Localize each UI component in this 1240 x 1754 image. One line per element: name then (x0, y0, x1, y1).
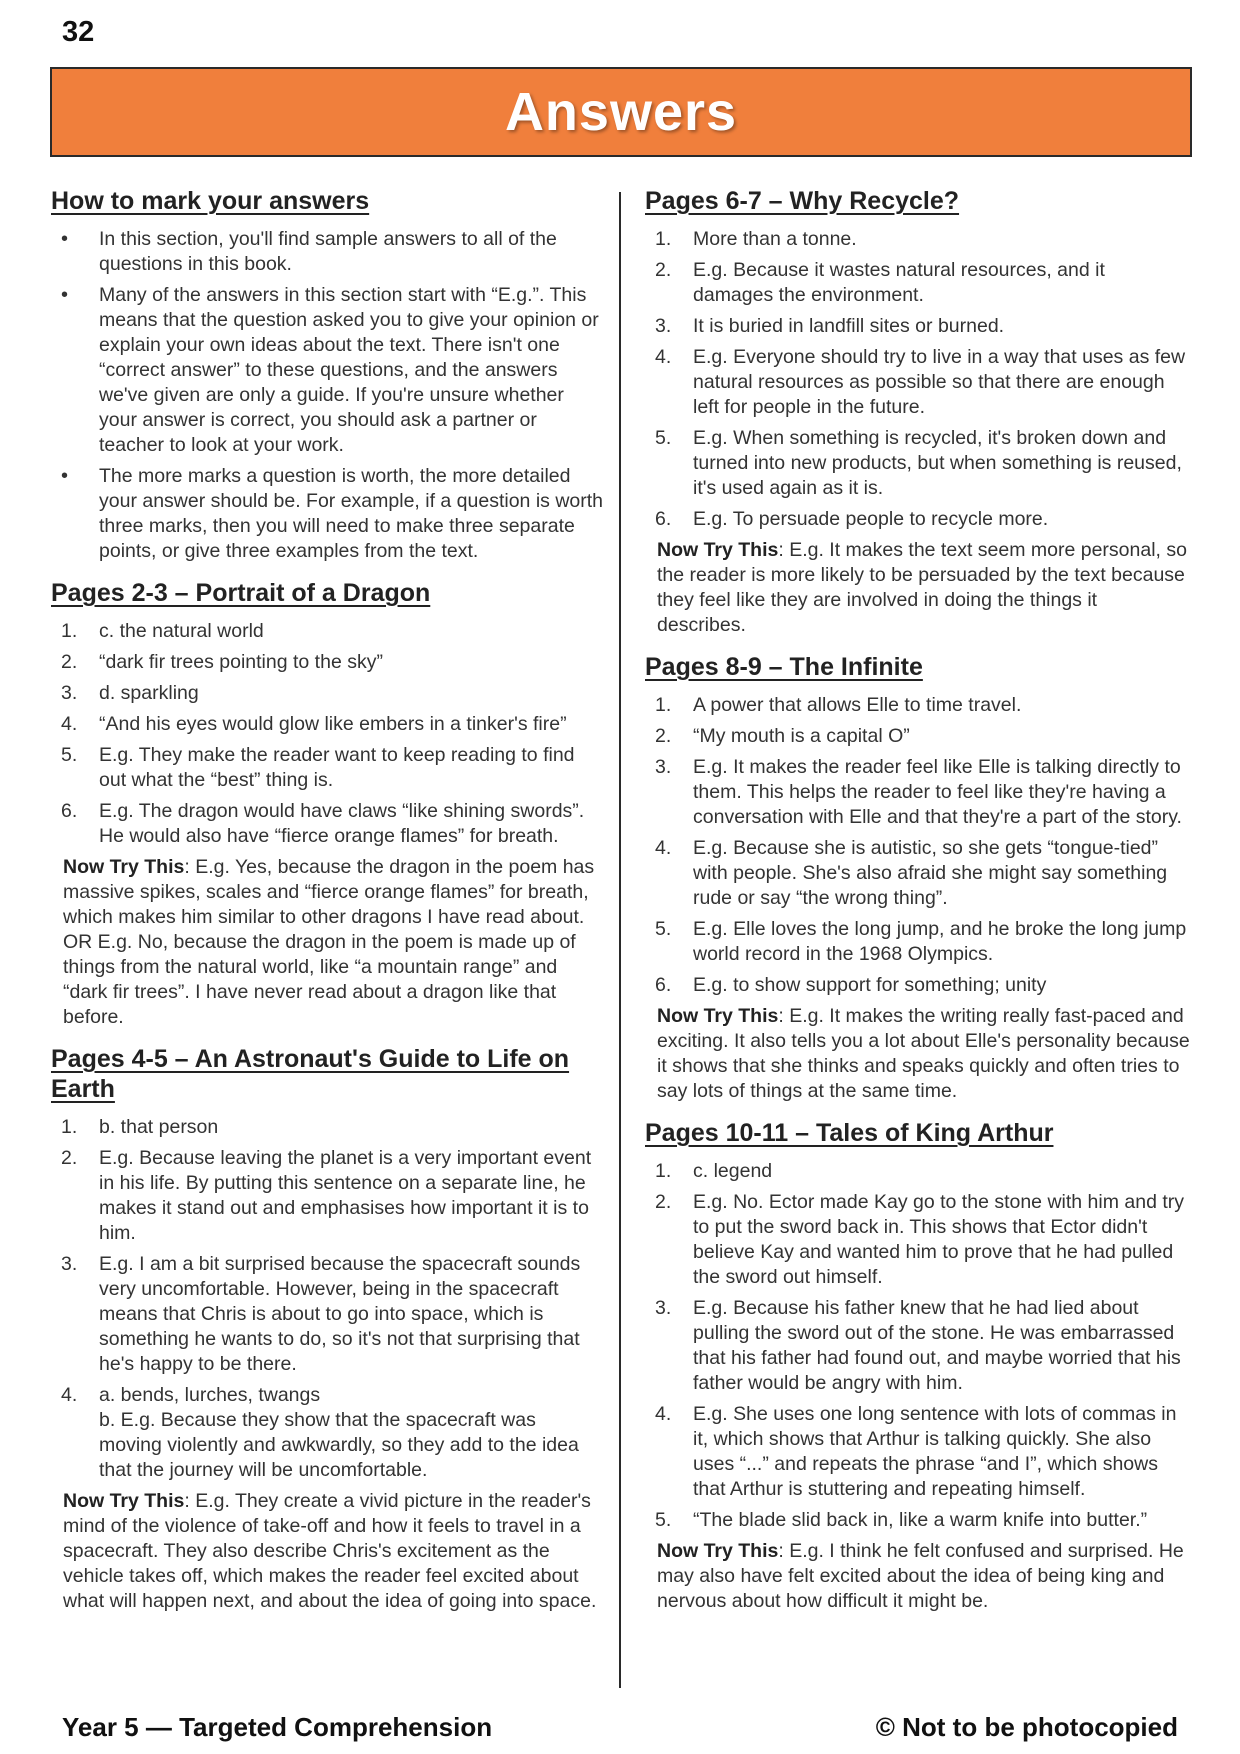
now-try-text: : E.g. It makes the text seem more personal, so the reader is more likely to be persuaded by the text because they feel like they are involved in doing the things it describes. (657, 539, 1187, 636)
answer-text: E.g. They make the reader want to keep reading to find out what the “best” thing is. (99, 744, 575, 791)
answer-number: 6. (61, 800, 78, 822)
answer-number: 2. (61, 651, 78, 673)
now-try-this (657, 1539, 1190, 1614)
answer-number: 4. (61, 713, 78, 735)
answer-text: “My mouth is a capital O” (693, 725, 910, 747)
answer-number: 6. (655, 508, 672, 530)
answer-number: 3. (61, 682, 78, 704)
now-try-this (63, 855, 603, 1030)
answer-list (51, 1115, 603, 1483)
answer-text: c. legend (693, 1160, 773, 1182)
answer-item (645, 755, 1190, 830)
section-heading: Pages 6-7 – Why Recycle? (645, 187, 960, 215)
now-try-label: Now Try This (657, 539, 779, 561)
answer-item (645, 345, 1190, 420)
answer-text: E.g. The dragon would have claws “like shining swords”. He would also have “fierce orange flames” for breath. (99, 800, 585, 847)
answer-text: More than a tonne. (693, 228, 857, 250)
answer-number: 4. (655, 346, 672, 368)
answer-list (645, 693, 1190, 998)
answer-text: E.g. When something is recycled, it's broken down and turned into new products, but when something is reused, it's used again as it is. (693, 427, 1182, 499)
answer-text: E.g. Elle loves the long jump, and he broke the long jump world record in the 1968 Olympics. (693, 918, 1187, 965)
now-try-this (657, 1004, 1190, 1104)
bullet-item (51, 227, 603, 277)
answer-text: “The blade slid back in, like a warm knife into butter.” (693, 1509, 1148, 1531)
answer-list (645, 227, 1190, 532)
answer-item (645, 1402, 1190, 1502)
answer-number: 3. (655, 756, 672, 778)
answer-item (51, 743, 603, 793)
bullet-item (51, 283, 603, 458)
answer-text: A power that allows Elle to time travel. (693, 694, 1022, 716)
section-heading: How to mark your answers (51, 187, 370, 215)
answer-number: 2. (61, 1147, 78, 1169)
now-try-this (657, 538, 1190, 638)
answer-item (51, 650, 603, 675)
answer-number: 4. (61, 1384, 78, 1406)
answer-text: E.g. Everyone should try to live in a way that uses as few natural resources as possible so that there are enough left for people in the future. (693, 346, 1186, 418)
answer-number: 5. (655, 1509, 672, 1531)
now-try-text: : E.g. It makes the writing really fast-paced and exciting. It also tells you a lot about Elle's personality because it shows that she thinks and speaks quickly and often tries to say lots of things at the same time. (657, 1005, 1190, 1102)
answer-text: E.g. No. Ector made Kay go to the stone with him and try to put the sword back in. This shows that Ector didn't believe Kay and wanted him to prove that he had pulled the sword out himself. (693, 1191, 1184, 1288)
answer-section (645, 186, 1190, 638)
right-column (645, 186, 1190, 1628)
answer-list (51, 619, 603, 849)
now-try-text: : E.g. Yes, because the dragon in the poem has massive spikes, scales and “fierce orange flames” for breath, which makes him similar to other dragons I have read about. OR E.g. No, because the dragon in the poem is made up of things from the natural world, like “a mountain range” and “dark fir trees”. I have never read about a dragon like that before. (63, 856, 595, 1028)
answer-list (645, 1159, 1190, 1533)
answer-item (51, 799, 603, 849)
answer-number: 1. (61, 1116, 78, 1138)
section-heading: Pages 4-5 – An Astronaut's Guide to Life on Earth (51, 1045, 570, 1103)
answer-item (645, 836, 1190, 911)
answer-text: E.g. Because she is autistic, so she gets “tongue-tied” with people. She's also afraid she might say something rude or say “the wrong thing”. (693, 837, 1168, 909)
answer-number: 3. (61, 1253, 78, 1275)
answer-number: 5. (655, 427, 672, 449)
answer-section (51, 1044, 603, 1614)
answer-section (645, 1118, 1190, 1614)
answer-text: c. the natural world (99, 620, 264, 642)
answer-item (645, 693, 1190, 718)
answer-text: “dark fir trees pointing to the sky” (99, 651, 383, 673)
answer-number: 1. (61, 620, 78, 642)
answer-section (645, 652, 1190, 1104)
answer-item (51, 619, 603, 644)
now-try-this (63, 1489, 603, 1614)
bullet-text: In this section, you'll find sample answers to all of the questions in this book. (99, 228, 557, 275)
answer-text: E.g. Because it wastes natural resources, and it damages the environment. (693, 259, 1105, 306)
answer-number: 5. (655, 918, 672, 940)
answer-number: 6. (655, 974, 672, 996)
page-number: 32 (62, 16, 95, 48)
answer-item (645, 724, 1190, 749)
left-column (51, 186, 603, 1628)
answer-item (51, 1146, 603, 1246)
answer-number: 1. (655, 694, 672, 716)
section-heading: Pages 2-3 – Portrait of a Dragon (51, 579, 431, 607)
answer-item (645, 507, 1190, 532)
answer-text: E.g. Because leaving the planet is a very important event in his life. By putting this sentence on a separate line, he makes it stand out and emphasises how important it is to him. (99, 1147, 592, 1244)
answer-text: It is buried in landfill sites or burned. (693, 315, 1005, 337)
now-try-label: Now Try This (63, 856, 185, 878)
now-try-label: Now Try This (657, 1005, 779, 1027)
answer-number: 2. (655, 259, 672, 281)
footer-copyright: © Not to be photocopied (875, 1712, 1178, 1742)
answer-item (645, 1508, 1190, 1533)
answer-number: 1. (655, 228, 672, 250)
answer-number: 1. (655, 1160, 672, 1182)
answer-number: 2. (655, 725, 672, 747)
bullet-text: Many of the answers in this section start with “E.g.”. This means that the question asked you to give your opinion or explain your own ideas about the text. There isn't one “correct answer” to these questions, and the answers we've given are only a guide. If you're unsure whether your answer is correct, you should ask a partner or teacher to look at your work. (99, 284, 599, 456)
answer-number: 3. (655, 315, 672, 337)
answer-text: E.g. She uses one long sentence with lots of commas in it, which shows that Arthur is talking quickly. She also uses “...” and repeats the phrase “and I”, which shows that Arthur is stuttering and repeating himself. (693, 1403, 1177, 1500)
footer-title: Year 5 — Targeted Comprehension (62, 1712, 493, 1742)
bullet-list (51, 227, 603, 564)
answer-item (51, 1252, 603, 1377)
answer-item (51, 712, 603, 737)
bullet-item (51, 464, 603, 564)
answer-item (645, 227, 1190, 252)
answer-number: 5. (61, 744, 78, 766)
answers-banner (50, 67, 1192, 157)
answer-item (51, 1115, 603, 1140)
answer-item (645, 973, 1190, 998)
answer-number: 4. (655, 1403, 672, 1425)
now-try-label: Now Try This (657, 1540, 779, 1562)
answer-item (51, 1383, 603, 1483)
answer-section (51, 578, 603, 1030)
answer-text: E.g. to show support for something; unity (693, 974, 1047, 996)
column-divider (619, 192, 621, 1688)
answer-text: b. that person (99, 1116, 219, 1138)
answer-section (51, 186, 603, 564)
answer-number: 2. (655, 1191, 672, 1213)
answer-text: E.g. It makes the reader feel like Elle is talking directly to them. This helps the reader to feel like they're having a conversation with Elle and that they're a part of the story. (693, 756, 1182, 828)
section-heading: Pages 10-11 – Tales of King Arthur (645, 1119, 1054, 1147)
answer-item (645, 258, 1190, 308)
answer-text: E.g. I am a bit surprised because the spacecraft sounds very uncomfortable. However, being in the spacecraft means that Chris is about to go into space, which is something he wants to do, so it's not that surprising that he's happy to be there. (99, 1253, 581, 1375)
answer-text: E.g. To persuade people to recycle more. (693, 508, 1049, 530)
answer-number: 3. (655, 1297, 672, 1319)
answer-text: d. sparkling (99, 682, 199, 704)
answer-text: E.g. Because his father knew that he had lied about pulling the sword out of the stone. He was embarrassed that his father had found out, and maybe worried that his father would be angry with him. (693, 1297, 1181, 1394)
answer-item (645, 917, 1190, 967)
answer-item (645, 1296, 1190, 1396)
answer-item (645, 1190, 1190, 1290)
banner-title: Answers (504, 82, 738, 142)
answer-item (645, 1159, 1190, 1184)
answer-text: “And his eyes would glow like embers in a tinker's fire” (99, 713, 567, 735)
answer-item (645, 314, 1190, 339)
now-try-text: : E.g. I think he felt confused and surprised. He may also have felt excited about the idea of being king and nervous about how difficult it might be. (657, 1540, 1184, 1612)
bullet-text: The more marks a question is worth, the more detailed your answer should be. For example, if a question is worth three marks, then you will need to make three separate points, or give three examples from the text. (99, 465, 604, 562)
section-heading: Pages 8-9 – The Infinite (645, 653, 923, 681)
answer-text: a. bends, lurches, twangs (99, 1384, 321, 1406)
bullet-dot-icon: • (61, 465, 69, 487)
now-try-text: : E.g. They create a vivid picture in the reader's mind of the violence of take-off and how it feels to travel in a spacecraft. They also describe Chris's excitement as the vehicle takes off, which makes the reader feel excited about what will happen next, and about the idea of going into space. (63, 1490, 597, 1612)
answer-item (645, 426, 1190, 501)
answer-text: b. E.g. Because they show that the spacecraft was moving violently and awkwardly, so they add to the idea that the journey will be uncomfortable. (99, 1409, 579, 1481)
now-try-label: Now Try This (63, 1490, 185, 1512)
answer-item (51, 681, 603, 706)
bullet-dot-icon: • (61, 228, 69, 250)
answer-number: 4. (655, 837, 672, 859)
bullet-dot-icon: • (61, 284, 69, 306)
